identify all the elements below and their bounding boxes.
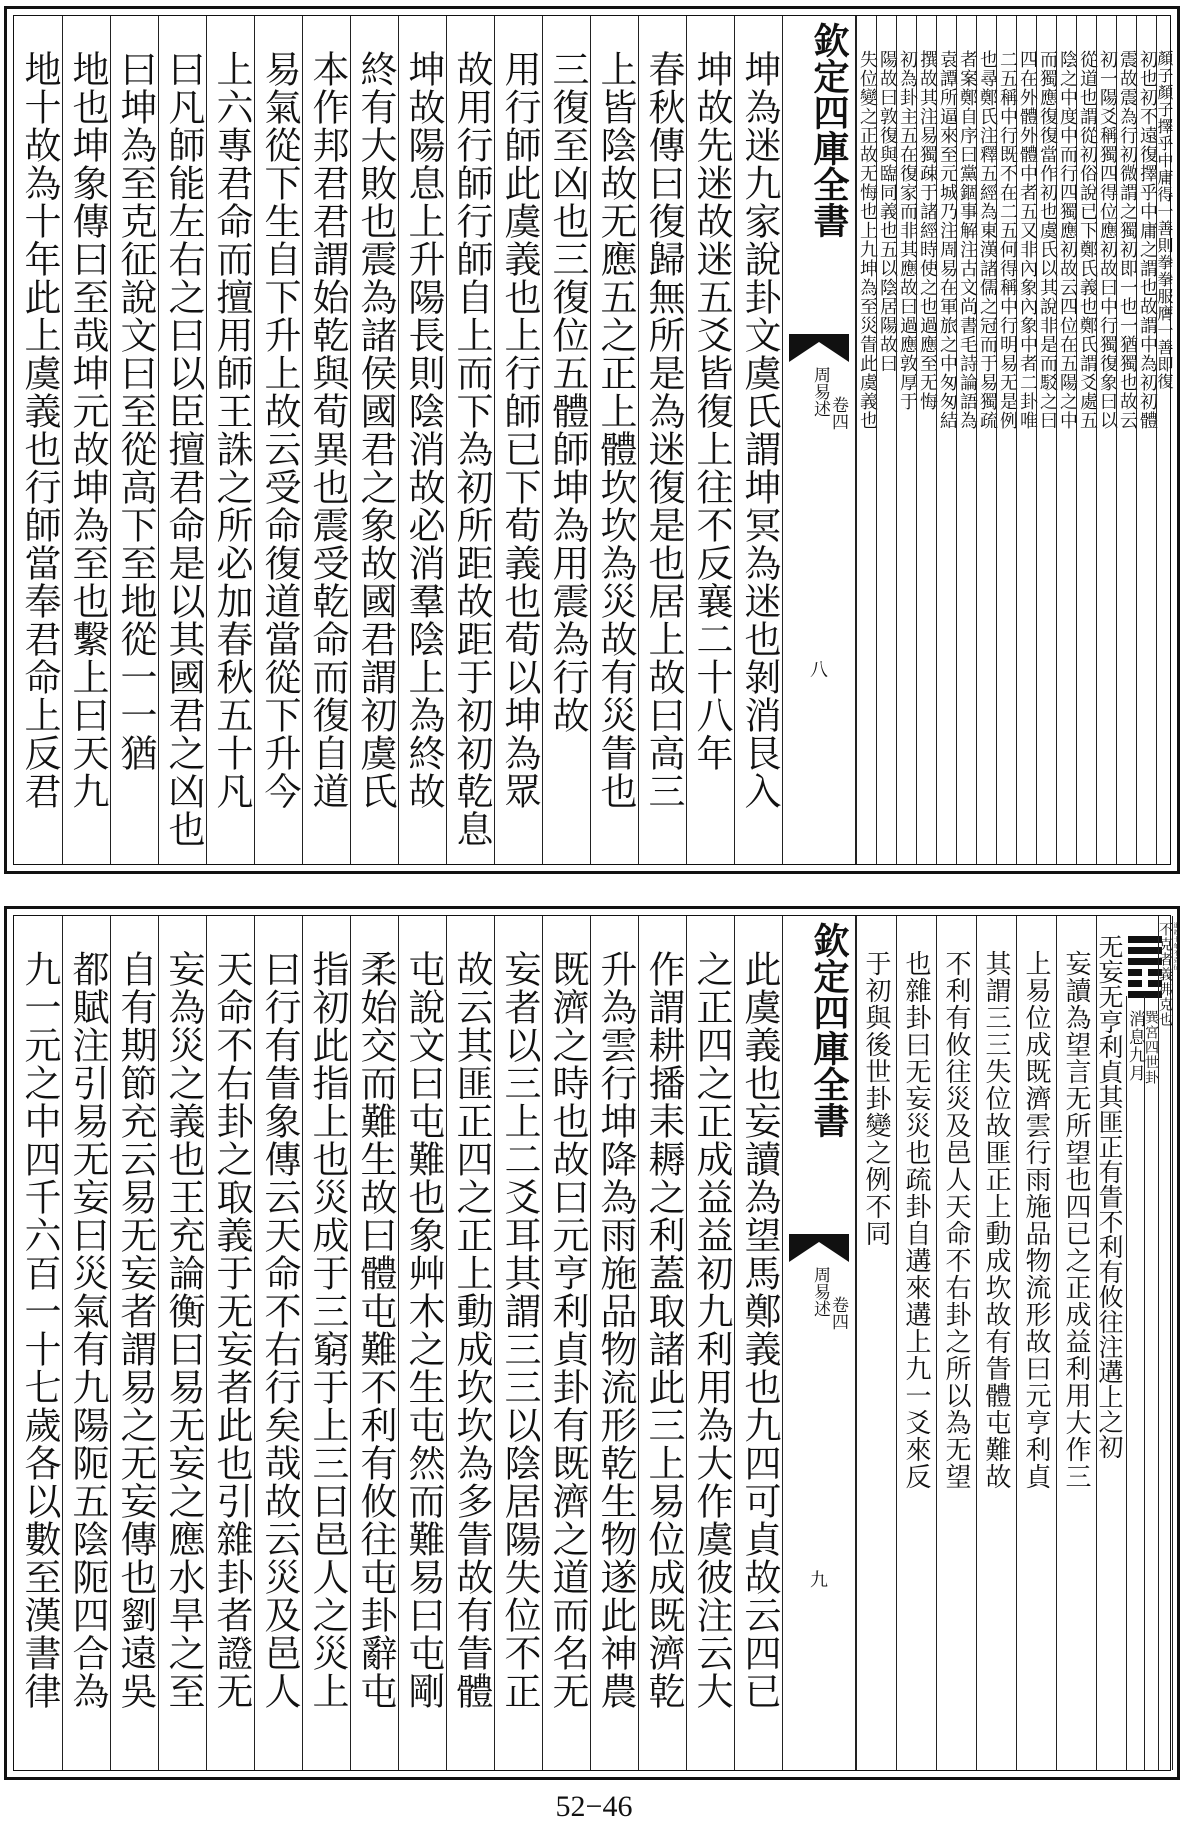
page-number-footer: 52−46 xyxy=(555,1790,633,1823)
text-column: 升為雲行坤降為雨施品物流形乾生物遂此神農 xyxy=(590,916,638,1770)
text-column: 陰之中度中而行四獨應初故云四位在五陽之中 xyxy=(1056,16,1076,864)
text-column: 用行師此虞義也上行師已下荀義也荀以坤為眾 xyxy=(494,16,542,864)
text-column: 也雜卦曰无妄災也疏卦自遘來遘上九一爻來反 xyxy=(896,916,936,1770)
text-column: 消息九月 xyxy=(1126,996,1144,1770)
text-column: 三復至凶也三復位五體師坤為用震為行故 xyxy=(542,16,590,864)
text-column: 陽故曰敦復與臨同義也五以陰居陽故曰 xyxy=(876,16,896,864)
text-column: 作謂耕播耒耨之利蓋取諸此三上易位成既濟乾 xyxy=(638,916,686,1770)
text-column: 不利有攸往災及邑人天命不右卦之所以為无望 xyxy=(936,916,976,1770)
spine-volume: 卷四 xyxy=(828,1296,848,1330)
text-column: 巽宮四世卦 xyxy=(1144,996,1158,1770)
text-column: 故云其匪正四之正上動成坎坎為多眚故有眚體 xyxy=(446,916,494,1770)
top-page-frame xyxy=(13,15,1174,865)
fish-tail-mark xyxy=(789,334,849,362)
spine-title: 欽定四庫全書 xyxy=(808,22,850,238)
text-column: 終有大敗也震為諸侯國君之象故國君謂初虞氏 xyxy=(350,16,398,864)
text-column: 上六專君命而擅用師王誅之所必加春秋五十凡 xyxy=(206,16,254,864)
text-column: 屯說文曰屯難也象艸木之生屯然而難易曰屯剛 xyxy=(398,916,446,1770)
spine-book-name: 周易述 xyxy=(810,366,830,417)
bottom-page-frame xyxy=(13,915,1179,1771)
text-column: 之正四之正成益益初九利用為大作虞彼注云大 xyxy=(686,916,734,1770)
text-column: 也尋鄭氏注釋五經為東漢諸儒之冠而于易獨疏 xyxy=(976,16,996,864)
spine-book-name: 周易述 xyxy=(810,1266,830,1317)
text-column: 指初此指上也災成于三窮于上三曰邑人之災上 xyxy=(302,916,350,1770)
text-column: 從道也謂從初俗說已下鄭氏義也鄭氏謂爻處五 xyxy=(1076,16,1096,864)
text-column: 故用行師行師自上而下為初所距故距于初初乾息 xyxy=(446,16,494,864)
text-column: 曰凡師能左右之曰以臣擅君命是以其國君之凶也 xyxy=(158,16,206,864)
text-column: 地也坤象傳曰至哉坤元故坤為至也繫上曰天九 xyxy=(62,16,110,864)
text-column: 坤故先迷故迷五爻皆復上往不反襄二十八年 xyxy=(686,16,734,864)
text-column: 上易位成既濟雲行雨施品物流形故曰元亨利貞 xyxy=(1016,916,1056,1770)
text-column: 妄讀為望言无所望也四已之正成益利用大作三 xyxy=(1056,916,1096,1770)
text-column: 初也初不遠復擇乎中庸之謂也故謂中為初初體 xyxy=(1136,16,1156,864)
text-column: 不克者義弗克也 xyxy=(1158,916,1172,1770)
book-spine xyxy=(782,16,856,864)
book-spine xyxy=(782,916,856,1770)
fish-tail-mark xyxy=(789,1234,849,1262)
text-column: 上皆陰故无應五之正上體坎坎為災故有災眚也 xyxy=(590,16,638,864)
spine-volume: 卷四 xyxy=(828,396,848,430)
text-column: 而獨應復復當作初也虞氏以其說非是而駁之曰 xyxy=(1036,16,1056,864)
text-column: 四在外體外體中者五又非內象內象中者二卦唯 xyxy=(1016,16,1036,864)
text-column: 曰坤為至克征說文曰至從高下至地從一一猶 xyxy=(110,16,158,864)
text-column: 本作邦君君謂始乾與荀異也震受乾命而復自道 xyxy=(302,16,350,864)
text-column: 二五稱中行既不在二五何得稱中行明易无是例 xyxy=(996,16,1016,864)
text-column: 易氣從下生自下升上故云受命復道當從下升今 xyxy=(254,16,302,864)
bottom-page-panel xyxy=(4,906,1180,1780)
text-column: 道故十年不克征 xyxy=(1172,916,1178,1770)
text-column: 自有期節充云易无妄者謂易之无妄傳也劉遠吳 xyxy=(110,916,158,1770)
text-column: 其謂三三失位故匪正上動成坎故有眚體屯難故 xyxy=(976,916,1016,1770)
text-column: 妄者以三上二爻耳其謂三三以陰居陽失位不正 xyxy=(494,916,542,1770)
text-column: 于初與後世卦變之例不同 xyxy=(856,916,896,1770)
text-column: 坤為迷九家說卦文虞氏謂坤冥為迷也剝消艮入 xyxy=(734,16,782,864)
text-column: 曰行有眚象傳云天命不右行矣哉故云災及邑人 xyxy=(254,916,302,1770)
spine-title: 欽定四庫全書 xyxy=(808,922,850,1138)
text-column: 初為卦主五在復家而非其應故曰過應敦厚于 xyxy=(896,16,916,864)
text-column: 既濟之時也故曰元亨利貞卦有既濟之道而名无 xyxy=(542,916,590,1770)
text-column: 妄為災之義也王充論衡曰易无妄之應水旱之至 xyxy=(158,916,206,1770)
spine-page-number: 八 xyxy=(810,660,828,681)
text-column: 震故震為行初微謂之獨初即一也一猶獨也故云 xyxy=(1116,16,1136,864)
text-column: 春秋傳曰復歸無所是為迷復是也居上故曰高三 xyxy=(638,16,686,864)
text-column: 地十故為十年此上虞義也行師當奉君命上反君 xyxy=(18,50,61,810)
text-column: 天命不右卦之取義于无妄者此也引雜卦者證无 xyxy=(206,916,254,1770)
text-column: 者案鄭自序曰黨錮事解注古文尚書毛詩論語為 xyxy=(956,16,976,864)
text-column: 初一陽爻稱獨四得位應初故曰中行獨復象曰以 xyxy=(1096,16,1116,864)
spine-page-number: 九 xyxy=(810,1570,828,1591)
text-column: 袁譚所逼來至元城乃注周易在軍旅之中匆匆結 xyxy=(936,16,956,864)
text-column: 失位變之正故无悔也上九坤為至災眚此虞義也 xyxy=(856,16,876,864)
text-column: 坤故陽息上升陽長則陰消故必消羣陰上為終故 xyxy=(398,16,446,864)
text-column: 撰故其注易獨疎于諸經時使之也過應至无悔 xyxy=(916,16,936,864)
text-column: 九一元之中四千六百一十七歲各以數至漢書律 xyxy=(18,950,61,1710)
text-column: 此虞義也妄讀為望馬鄭義也九四可貞故云四已 xyxy=(734,916,782,1770)
text-column: 顏子顏子擇乎中庸得一善則拳拳服膺一善即復 xyxy=(1156,16,1172,864)
top-page-panel xyxy=(4,6,1180,874)
text-column: 柔始交而難生故曰體屯難不利有攸往屯卦辭屯 xyxy=(350,916,398,1770)
hexagram-heading: 无妄无亨利貞其匪正有眚不利有攸往注遘上之初 xyxy=(1096,916,1122,1770)
text-column: 都賦注引易无妄曰災氣有九陽阨五陰阨四合為 xyxy=(62,916,110,1770)
